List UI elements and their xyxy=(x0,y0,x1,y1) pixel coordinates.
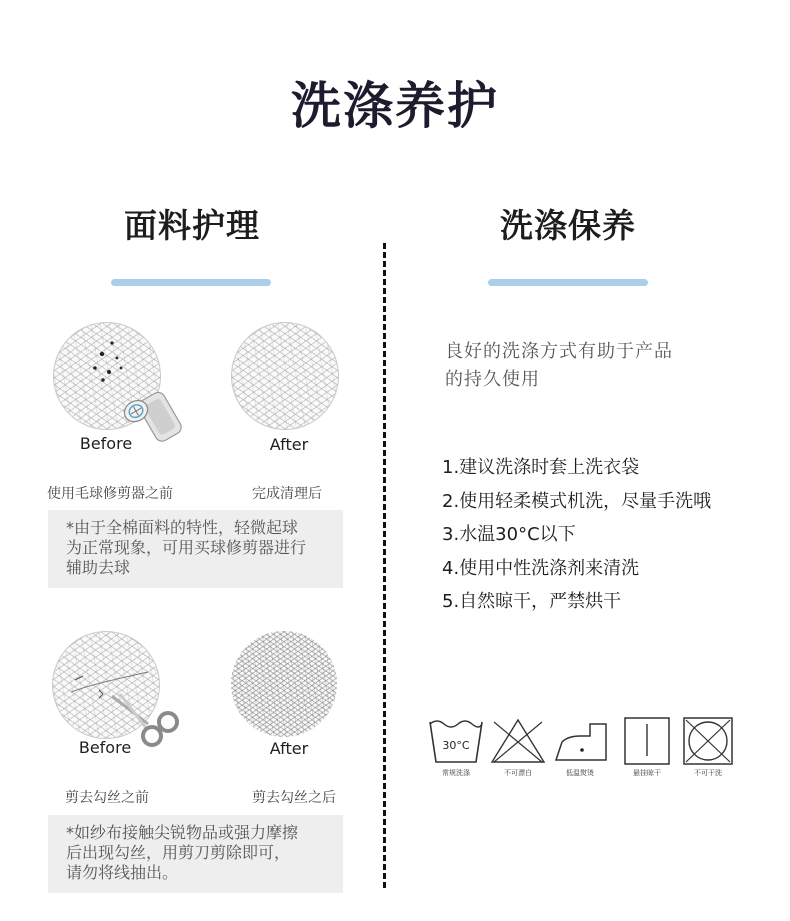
care-symbol-label: 低温熨烫 xyxy=(566,769,594,777)
snag-note-line: *如纱布接触尖锐物品或强力摩擦 xyxy=(66,823,299,842)
hang-dry-icon xyxy=(617,716,677,766)
care-symbol-label: 悬挂晾干 xyxy=(633,769,661,777)
snag-note-line: 后出现勾丝，用剪刀剪除即可， xyxy=(66,843,291,862)
snag-before-label: Before xyxy=(78,738,132,757)
pilling-after-fabric-image xyxy=(231,322,339,430)
care-tip-item: 3.水温30°C以下 xyxy=(442,524,576,545)
no-tumble-dry-icon xyxy=(678,716,738,766)
pilling-note-line: 辅助去球 xyxy=(66,558,131,577)
care-tip-item: 1.建议洗涤时套上洗衣袋 xyxy=(442,457,640,478)
fabric-care-heading: 面料护理 xyxy=(124,206,260,245)
low-iron-icon xyxy=(550,716,610,766)
snag-after-fabric-image xyxy=(231,631,337,737)
care-intro-line: 良好的洗涤方式有助于产品 xyxy=(445,341,673,362)
pilling-after-caption: 完成清理后 xyxy=(252,486,322,502)
snag-after-caption: 剪去勾丝之后 xyxy=(252,790,336,806)
wash-30c-icon xyxy=(426,716,486,766)
snag-note xyxy=(48,815,343,893)
care-symbol-label: 不可漂白 xyxy=(504,769,532,777)
no-bleach-icon xyxy=(488,716,548,766)
care-symbol-label: 常规洗涤 xyxy=(442,769,470,777)
care-intro-line: 的持久使用 xyxy=(445,369,540,390)
pilling-note-line: 为正常现象，可用买球修剪器进行 xyxy=(66,538,307,557)
page-title: 洗涤养护 xyxy=(291,77,499,135)
snag-before-caption: 剪去勾丝之前 xyxy=(65,790,149,806)
washing-care-accent-bar xyxy=(488,279,648,286)
care-tip-item: 4.使用中性洗涤剂来清洗 xyxy=(442,557,640,579)
care-intro xyxy=(445,338,745,394)
washing-care-heading: 洗涤保养 xyxy=(500,206,636,245)
pilling-note xyxy=(48,510,343,588)
pilling-before-caption: 使用毛球修剪器之前 xyxy=(47,486,173,502)
snag-after-label: After xyxy=(269,739,309,758)
care-tips-list xyxy=(442,451,711,619)
care-tip-item: 2.使用轻柔模式机洗，尽量手洗哦 xyxy=(442,490,712,512)
pilling-before-label: Before xyxy=(79,434,133,453)
snag-note-line: 请勿将线抽出。 xyxy=(66,863,179,882)
pilling-after-label: After xyxy=(269,435,309,454)
wash-temperature-text: 30°C xyxy=(442,739,470,752)
pilling-note-line: *由于全棉面料的特性，轻微起球 xyxy=(66,518,299,537)
care-tip-item: 5.自然晾干，严禁烘干 xyxy=(442,591,622,612)
care-symbol-label: 不可干洗 xyxy=(694,769,722,777)
fabric-care-accent-bar xyxy=(111,279,271,286)
